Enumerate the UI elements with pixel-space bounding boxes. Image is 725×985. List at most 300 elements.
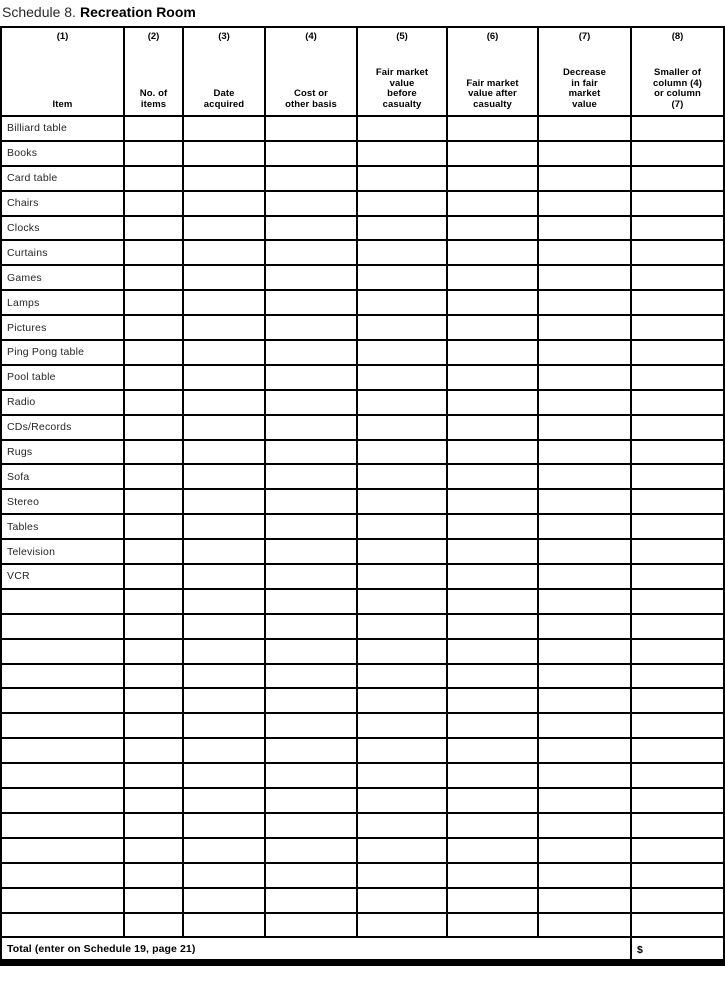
value-cell[interactable] — [631, 415, 724, 440]
value-cell[interactable] — [538, 688, 631, 713]
item-cell: Clocks — [1, 216, 124, 241]
value-cell[interactable] — [631, 688, 724, 713]
value-cell[interactable] — [183, 813, 265, 838]
value-cell[interactable] — [357, 216, 447, 241]
table-row — [1, 688, 724, 713]
value-cell[interactable] — [265, 564, 357, 589]
value-cell[interactable] — [265, 788, 357, 813]
value-cell[interactable] — [357, 464, 447, 489]
column-header-8 — [631, 27, 724, 116]
item-cell: Books — [1, 141, 124, 166]
value-cell[interactable] — [631, 216, 724, 241]
value-cell[interactable] — [631, 913, 724, 938]
value-cell[interactable] — [124, 415, 183, 440]
value-cell[interactable] — [357, 614, 447, 639]
column-number: (2) — [147, 31, 160, 42]
item-cell-blank[interactable] — [1, 888, 124, 913]
value-cell[interactable] — [538, 216, 631, 241]
value-cell[interactable] — [631, 116, 724, 141]
value-cell[interactable] — [124, 913, 183, 938]
value-cell[interactable] — [447, 863, 538, 888]
total-value-cell[interactable] — [631, 937, 724, 963]
value-cell[interactable] — [265, 813, 357, 838]
value-cell[interactable] — [447, 166, 538, 191]
value-cell[interactable] — [631, 240, 724, 265]
value-cell[interactable] — [357, 440, 447, 465]
item-cell-blank[interactable] — [1, 614, 124, 639]
column-header-4 — [265, 27, 357, 116]
value-cell[interactable] — [124, 191, 183, 216]
item-cell-blank[interactable] — [1, 838, 124, 863]
value-cell[interactable] — [538, 713, 631, 738]
value-cell[interactable] — [183, 340, 265, 365]
value-cell[interactable] — [631, 539, 724, 564]
value-cell[interactable] — [631, 639, 724, 664]
value-cell[interactable] — [631, 464, 724, 489]
value-cell[interactable] — [447, 440, 538, 465]
value-cell[interactable] — [265, 738, 357, 763]
value-cell[interactable] — [357, 688, 447, 713]
value-cell[interactable] — [183, 390, 265, 415]
value-cell[interactable] — [124, 589, 183, 614]
value-cell[interactable] — [183, 589, 265, 614]
value-cell[interactable] — [265, 639, 357, 664]
value-cell[interactable] — [447, 489, 538, 514]
item-cell: Billiard table — [1, 116, 124, 141]
value-cell[interactable] — [631, 340, 724, 365]
item-cell: Tables — [1, 514, 124, 539]
value-cell[interactable] — [447, 639, 538, 664]
value-cell[interactable] — [631, 838, 724, 863]
value-cell[interactable] — [357, 589, 447, 614]
value-cell[interactable] — [183, 489, 265, 514]
value-cell[interactable] — [538, 913, 631, 938]
value-cell[interactable] — [265, 838, 357, 863]
table-row — [1, 738, 724, 763]
value-cell[interactable] — [183, 713, 265, 738]
value-cell[interactable] — [357, 265, 447, 290]
value-cell[interactable] — [447, 191, 538, 216]
value-cell[interactable] — [447, 514, 538, 539]
value-cell[interactable] — [124, 539, 183, 564]
value-cell[interactable] — [183, 191, 265, 216]
value-cell[interactable] — [183, 788, 265, 813]
value-cell[interactable] — [124, 763, 183, 788]
value-cell[interactable] — [538, 290, 631, 315]
value-cell[interactable] — [631, 564, 724, 589]
value-cell[interactable] — [538, 589, 631, 614]
value-cell[interactable] — [183, 863, 265, 888]
table-row — [1, 713, 724, 738]
value-cell[interactable] — [631, 813, 724, 838]
value-cell[interactable] — [265, 390, 357, 415]
value-cell[interactable] — [265, 440, 357, 465]
table-row — [1, 614, 724, 639]
item-cell: Sofa — [1, 464, 124, 489]
value-cell[interactable] — [265, 315, 357, 340]
item-cell-blank[interactable] — [1, 913, 124, 938]
value-cell[interactable] — [538, 191, 631, 216]
table-row — [1, 166, 724, 191]
table-row — [1, 290, 724, 315]
value-cell[interactable] — [124, 639, 183, 664]
value-cell[interactable] — [538, 415, 631, 440]
value-cell[interactable] — [183, 440, 265, 465]
value-cell[interactable] — [447, 539, 538, 564]
value-cell[interactable] — [183, 365, 265, 390]
value-cell[interactable] — [357, 390, 447, 415]
item-cell: Pictures — [1, 315, 124, 340]
item-cell-blank[interactable] — [1, 863, 124, 888]
value-cell[interactable] — [631, 191, 724, 216]
value-cell[interactable] — [124, 464, 183, 489]
value-cell[interactable] — [265, 290, 357, 315]
item-cell-blank[interactable] — [1, 589, 124, 614]
value-cell[interactable] — [124, 863, 183, 888]
table-row — [1, 315, 724, 340]
value-cell[interactable] — [183, 514, 265, 539]
column-label: Smaller of column (4) or column (7) — [652, 67, 703, 110]
value-cell[interactable] — [447, 589, 538, 614]
value-cell[interactable] — [357, 788, 447, 813]
value-cell[interactable] — [538, 265, 631, 290]
value-cell[interactable] — [538, 390, 631, 415]
value-cell[interactable] — [538, 489, 631, 514]
value-cell[interactable] — [124, 390, 183, 415]
value-cell[interactable] — [538, 564, 631, 589]
table-row — [1, 788, 724, 813]
value-cell[interactable] — [265, 365, 357, 390]
item-cell-blank[interactable] — [1, 738, 124, 763]
value-cell[interactable] — [538, 888, 631, 913]
value-cell[interactable] — [357, 315, 447, 340]
value-cell[interactable] — [265, 116, 357, 141]
value-cell[interactable] — [538, 315, 631, 340]
value-cell[interactable] — [183, 116, 265, 141]
value-cell[interactable] — [183, 838, 265, 863]
value-cell[interactable] — [357, 365, 447, 390]
value-cell[interactable] — [538, 763, 631, 788]
value-cell[interactable] — [265, 863, 357, 888]
table-row — [1, 888, 724, 913]
column-label: No. of items — [139, 88, 168, 110]
item-cell: Chairs — [1, 191, 124, 216]
value-cell[interactable] — [265, 141, 357, 166]
value-cell[interactable] — [447, 913, 538, 938]
value-cell[interactable] — [631, 763, 724, 788]
value-cell[interactable] — [538, 539, 631, 564]
item-cell: Pool table — [1, 365, 124, 390]
value-cell[interactable] — [538, 788, 631, 813]
value-cell[interactable] — [357, 639, 447, 664]
value-cell[interactable] — [265, 514, 357, 539]
column-number: (6) — [486, 31, 499, 42]
value-cell[interactable] — [631, 589, 724, 614]
value-cell[interactable] — [631, 265, 724, 290]
item-cell-blank[interactable] — [1, 813, 124, 838]
value-cell[interactable] — [124, 315, 183, 340]
value-cell[interactable] — [357, 116, 447, 141]
value-cell[interactable] — [357, 838, 447, 863]
value-cell[interactable] — [538, 863, 631, 888]
value-cell[interactable] — [265, 913, 357, 938]
schedule-table — [0, 26, 725, 966]
value-cell[interactable] — [183, 664, 265, 689]
value-cell[interactable] — [124, 440, 183, 465]
value-cell[interactable] — [357, 664, 447, 689]
value-cell[interactable] — [183, 763, 265, 788]
value-cell[interactable] — [631, 440, 724, 465]
schedule-number: Schedule 8. — [2, 4, 76, 20]
value-cell[interactable] — [447, 216, 538, 241]
value-cell[interactable] — [265, 240, 357, 265]
value-cell[interactable] — [538, 639, 631, 664]
value-cell[interactable] — [447, 738, 538, 763]
value-cell[interactable] — [357, 888, 447, 913]
value-cell[interactable] — [124, 265, 183, 290]
value-cell[interactable] — [447, 365, 538, 390]
column-number: (8) — [671, 31, 684, 42]
value-cell[interactable] — [538, 141, 631, 166]
value-cell[interactable] — [447, 788, 538, 813]
value-cell[interactable] — [183, 415, 265, 440]
value-cell[interactable] — [183, 240, 265, 265]
value-cell[interactable] — [124, 838, 183, 863]
value-cell[interactable] — [265, 415, 357, 440]
value-cell[interactable] — [538, 838, 631, 863]
value-cell[interactable] — [265, 614, 357, 639]
value-cell[interactable] — [357, 763, 447, 788]
value-cell[interactable] — [447, 763, 538, 788]
value-cell[interactable] — [183, 464, 265, 489]
column-label: Decrease in fair market value — [562, 67, 607, 110]
item-cell-blank[interactable] — [1, 639, 124, 664]
value-cell[interactable] — [183, 888, 265, 913]
value-cell[interactable] — [447, 265, 538, 290]
value-cell[interactable] — [447, 614, 538, 639]
value-cell[interactable] — [124, 365, 183, 390]
value-cell[interactable] — [183, 564, 265, 589]
value-cell[interactable] — [124, 340, 183, 365]
value-cell[interactable] — [265, 340, 357, 365]
value-cell[interactable] — [265, 688, 357, 713]
item-cell: Games — [1, 265, 124, 290]
item-cell: Stereo — [1, 489, 124, 514]
value-cell[interactable] — [183, 688, 265, 713]
value-cell[interactable] — [183, 639, 265, 664]
value-cell[interactable] — [631, 738, 724, 763]
value-cell[interactable] — [124, 290, 183, 315]
dollar-sign: $ — [637, 943, 643, 956]
value-cell[interactable] — [538, 340, 631, 365]
value-cell[interactable] — [447, 390, 538, 415]
column-header-7 — [538, 27, 631, 116]
value-cell[interactable] — [124, 514, 183, 539]
value-cell[interactable] — [357, 564, 447, 589]
column-header-6 — [447, 27, 538, 116]
value-cell[interactable] — [357, 514, 447, 539]
value-cell[interactable] — [265, 713, 357, 738]
value-cell[interactable] — [183, 290, 265, 315]
value-cell[interactable] — [538, 116, 631, 141]
value-cell[interactable] — [265, 265, 357, 290]
value-cell[interactable] — [447, 141, 538, 166]
table-row — [1, 838, 724, 863]
table-row — [1, 191, 724, 216]
value-cell[interactable] — [447, 116, 538, 141]
table-row — [1, 813, 724, 838]
value-cell[interactable] — [631, 614, 724, 639]
value-cell[interactable] — [265, 216, 357, 241]
value-cell[interactable] — [124, 888, 183, 913]
value-cell[interactable] — [124, 614, 183, 639]
value-cell[interactable] — [631, 166, 724, 191]
value-cell[interactable] — [124, 688, 183, 713]
value-cell[interactable] — [124, 788, 183, 813]
total-row — [1, 937, 724, 963]
value-cell[interactable] — [265, 464, 357, 489]
value-cell[interactable] — [447, 688, 538, 713]
value-cell[interactable] — [447, 664, 538, 689]
value-cell[interactable] — [538, 440, 631, 465]
value-cell[interactable] — [631, 315, 724, 340]
value-cell[interactable] — [631, 664, 724, 689]
value-cell[interactable] — [447, 240, 538, 265]
table-row — [1, 863, 724, 888]
value-cell[interactable] — [265, 166, 357, 191]
value-cell[interactable] — [265, 763, 357, 788]
column-header-1 — [1, 27, 124, 116]
value-cell[interactable] — [631, 390, 724, 415]
value-cell[interactable] — [357, 539, 447, 564]
value-cell[interactable] — [357, 166, 447, 191]
value-cell[interactable] — [124, 489, 183, 514]
value-cell[interactable] — [631, 788, 724, 813]
value-cell[interactable] — [447, 315, 538, 340]
value-cell[interactable] — [265, 489, 357, 514]
value-cell[interactable] — [447, 290, 538, 315]
column-number: (1) — [56, 31, 69, 42]
value-cell[interactable] — [357, 191, 447, 216]
value-cell[interactable] — [447, 713, 538, 738]
value-cell[interactable] — [357, 813, 447, 838]
table-row — [1, 390, 724, 415]
value-cell[interactable] — [183, 216, 265, 241]
value-cell[interactable] — [124, 166, 183, 191]
value-cell[interactable] — [631, 489, 724, 514]
value-cell[interactable] — [265, 888, 357, 913]
value-cell[interactable] — [538, 813, 631, 838]
value-cell[interactable] — [124, 664, 183, 689]
header-row — [1, 27, 724, 116]
value-cell[interactable] — [357, 713, 447, 738]
total-label: Total (enter on Schedule 19, page 21) — [1, 937, 631, 963]
item-cell-blank[interactable] — [1, 688, 124, 713]
value-cell[interactable] — [265, 539, 357, 564]
value-cell[interactable] — [124, 713, 183, 738]
column-number: (4) — [305, 31, 317, 42]
value-cell[interactable] — [447, 813, 538, 838]
value-cell[interactable] — [631, 290, 724, 315]
value-cell[interactable] — [357, 863, 447, 888]
value-cell[interactable] — [357, 141, 447, 166]
item-cell-blank[interactable] — [1, 788, 124, 813]
item-cell-blank[interactable] — [1, 664, 124, 689]
value-cell[interactable] — [124, 564, 183, 589]
value-cell[interactable] — [631, 365, 724, 390]
value-cell[interactable] — [538, 240, 631, 265]
value-cell[interactable] — [538, 464, 631, 489]
value-cell[interactable] — [631, 713, 724, 738]
item-cell-blank[interactable] — [1, 713, 124, 738]
value-cell[interactable] — [447, 340, 538, 365]
value-cell[interactable] — [357, 913, 447, 938]
column-number: (7) — [578, 31, 591, 42]
table-row — [1, 265, 724, 290]
value-cell[interactable] — [538, 664, 631, 689]
table-row — [1, 514, 724, 539]
value-cell[interactable] — [124, 240, 183, 265]
value-cell[interactable] — [538, 166, 631, 191]
column-label: Date acquired — [203, 88, 245, 110]
value-cell[interactable] — [447, 838, 538, 863]
value-cell[interactable] — [447, 564, 538, 589]
value-cell[interactable] — [265, 664, 357, 689]
value-cell[interactable] — [357, 290, 447, 315]
value-cell[interactable] — [631, 863, 724, 888]
column-header-2 — [124, 27, 183, 116]
value-cell[interactable] — [183, 539, 265, 564]
value-cell[interactable] — [124, 738, 183, 763]
table-row — [1, 440, 724, 465]
value-cell[interactable] — [124, 216, 183, 241]
value-cell[interactable] — [631, 888, 724, 913]
column-label: Cost or other basis — [285, 88, 337, 110]
item-cell: Television — [1, 539, 124, 564]
value-cell[interactable] — [183, 166, 265, 191]
value-cell[interactable] — [183, 614, 265, 639]
value-cell[interactable] — [357, 738, 447, 763]
value-cell[interactable] — [183, 738, 265, 763]
value-cell[interactable] — [183, 315, 265, 340]
value-cell[interactable] — [124, 116, 183, 141]
value-cell[interactable] — [447, 888, 538, 913]
value-cell[interactable] — [357, 340, 447, 365]
value-cell[interactable] — [631, 514, 724, 539]
column-number: (3) — [218, 31, 230, 42]
value-cell[interactable] — [183, 913, 265, 938]
value-cell[interactable] — [538, 614, 631, 639]
table-row — [1, 664, 724, 689]
value-cell[interactable] — [357, 489, 447, 514]
value-cell[interactable] — [183, 141, 265, 166]
value-cell[interactable] — [357, 415, 447, 440]
value-cell[interactable] — [538, 514, 631, 539]
value-cell[interactable] — [538, 738, 631, 763]
value-cell[interactable] — [124, 141, 183, 166]
value-cell[interactable] — [447, 415, 538, 440]
value-cell[interactable] — [265, 589, 357, 614]
value-cell[interactable] — [538, 365, 631, 390]
value-cell[interactable] — [447, 464, 538, 489]
value-cell[interactable] — [631, 141, 724, 166]
item-cell-blank[interactable] — [1, 763, 124, 788]
table-row — [1, 539, 724, 564]
value-cell[interactable] — [183, 265, 265, 290]
value-cell[interactable] — [357, 240, 447, 265]
value-cell[interactable] — [265, 191, 357, 216]
value-cell[interactable] — [124, 813, 183, 838]
